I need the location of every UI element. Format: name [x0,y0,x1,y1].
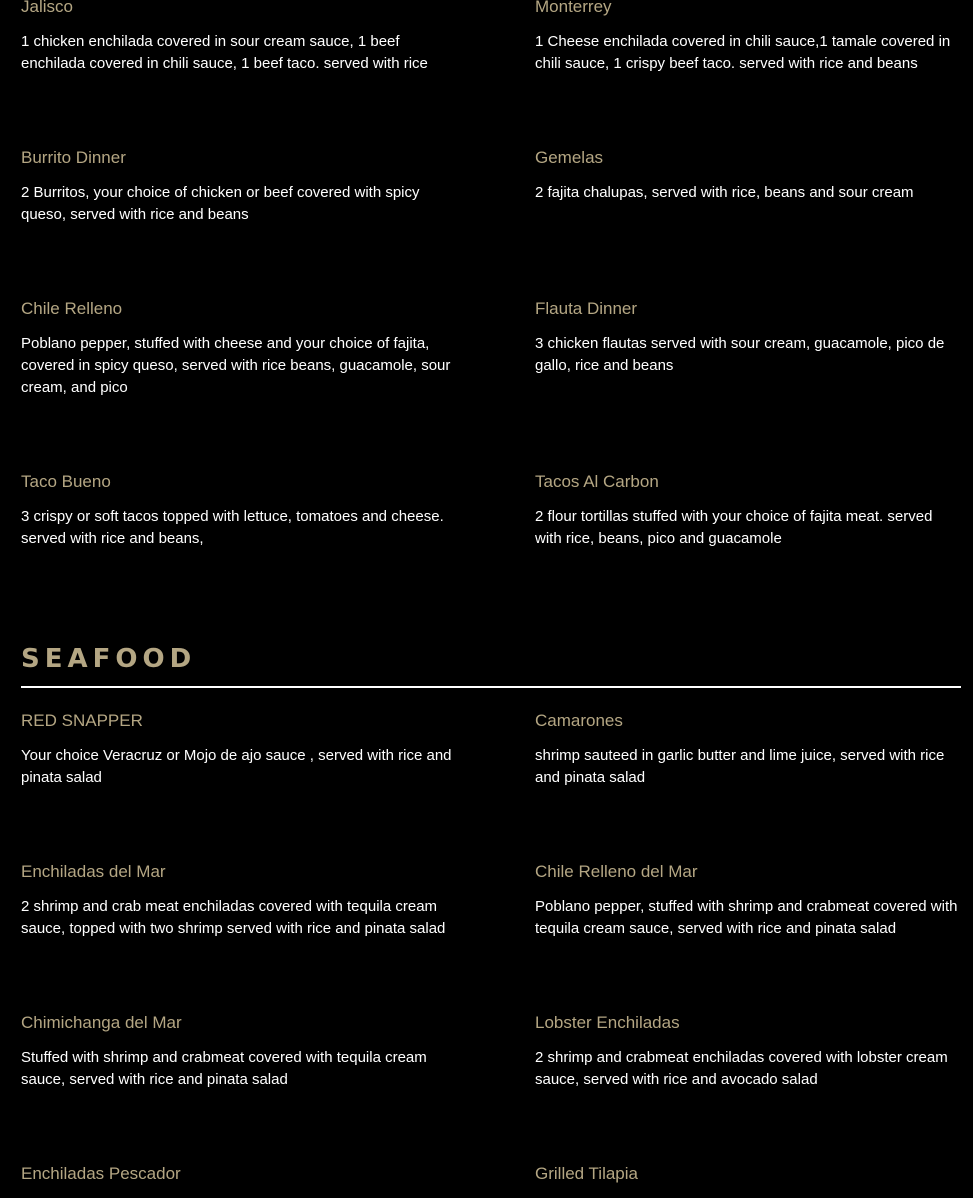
menu-item-description: 1 chicken enchilada covered in sour cream sauce, 1 beef enchilada covered in chili sauce, 1 beef taco. served with rice [21,33,428,72]
menu-item-description: 2 shrimp and crabmeat enchiladas covered with lobster cream sauce, served with rice and avocado salad [535,1049,948,1088]
menu-item-description: Poblano pepper, stuffed with cheese and your choice of fajita, covered in spicy queso, served with rice beans, guacamole, sour cream, and pico [21,335,451,396]
menu-item-title: Grilled Tilapia [535,1164,638,1183]
menu-item-title: Tacos Al Carbon [535,472,659,491]
menu-item [21,862,459,940]
menu-item-description: 2 shrimp and crab meat enchiladas covered with tequila cream sauce, topped with two shrimp served with rice and pinata salad [21,898,446,937]
menu-item [535,299,960,377]
menu-item-description: Your choice Veracruz or Mojo de ajo sauce , served with rice and pinata salad [21,747,452,786]
menu-item-title: Chile Relleno [21,299,123,318]
menu-item [21,0,459,75]
menu-item [21,148,459,226]
menu-item-description: 2 fajita chalupas, served with rice, beans and sour cream [535,184,914,201]
menu-item [535,1013,960,1091]
menu-item-title: Chimichanga del Mar [21,1013,182,1032]
menu-item-title: Monterrey [535,0,612,16]
menu-item-title: Jalisco [21,0,73,16]
menu-item-description: 2 Burritos, your choice of chicken or beef covered with spicy queso, served with rice and beans [21,184,420,223]
menu-item-title: Burrito Dinner [21,148,126,167]
menu-item-title: Enchiladas Pescador [21,1164,181,1183]
menu-item-description: 2 flour tortillas stuffed with your choice of fajita meat. served with rice, beans, pico and guacamole [535,508,933,547]
menu-item [21,1013,459,1091]
menu-item-title: Chile Relleno del Mar [535,862,698,881]
menu-item [535,472,960,550]
menu-item-description: 1 Cheese enchilada covered in chili sauce,1 tamale covered in chili sauce, 1 crispy beef taco. served with rice and beans [535,33,951,72]
menu-item [535,148,960,204]
menu-item-title: Taco Bueno [21,472,111,491]
menu-item [535,711,960,789]
menu-item-description: Poblano pepper, stuffed with shrimp and crabmeat covered with tequila cream sauce, served with rice and pinata salad [535,898,958,937]
menu-item-description: shrimp sauteed in garlic butter and lime juice, served with rice and pinata salad [535,747,945,786]
menu-item [535,862,960,940]
menu-item-description: 3 crispy or soft tacos topped with lettuce, tomatoes and cheese. served with rice and beans, [21,508,444,547]
section-heading-seafood: SEAFOOD [21,644,197,674]
menu-item [21,472,459,550]
menu-item-description: 3 chicken flautas served with sour cream, guacamole, pico de gallo, rice and beans [535,335,945,374]
menu-item-title: Gemelas [535,148,604,167]
menu-item [535,0,960,75]
menu-item-title: Enchiladas del Mar [21,862,166,881]
menu-item [535,1164,960,1184]
menu-item-title: Lobster Enchiladas [535,1013,680,1032]
menu-item [21,1164,459,1184]
menu-item-title: RED SNAPPER [21,711,143,730]
menu-item [21,299,459,399]
section-divider [21,686,961,688]
menu-item-title: Camarones [535,711,623,730]
menu-item-title: Flauta Dinner [535,299,638,318]
menu-item-description: Stuffed with shrimp and crabmeat covered with tequila cream sauce, served with rice and pinata salad [21,1049,427,1088]
menu-item [21,711,459,789]
